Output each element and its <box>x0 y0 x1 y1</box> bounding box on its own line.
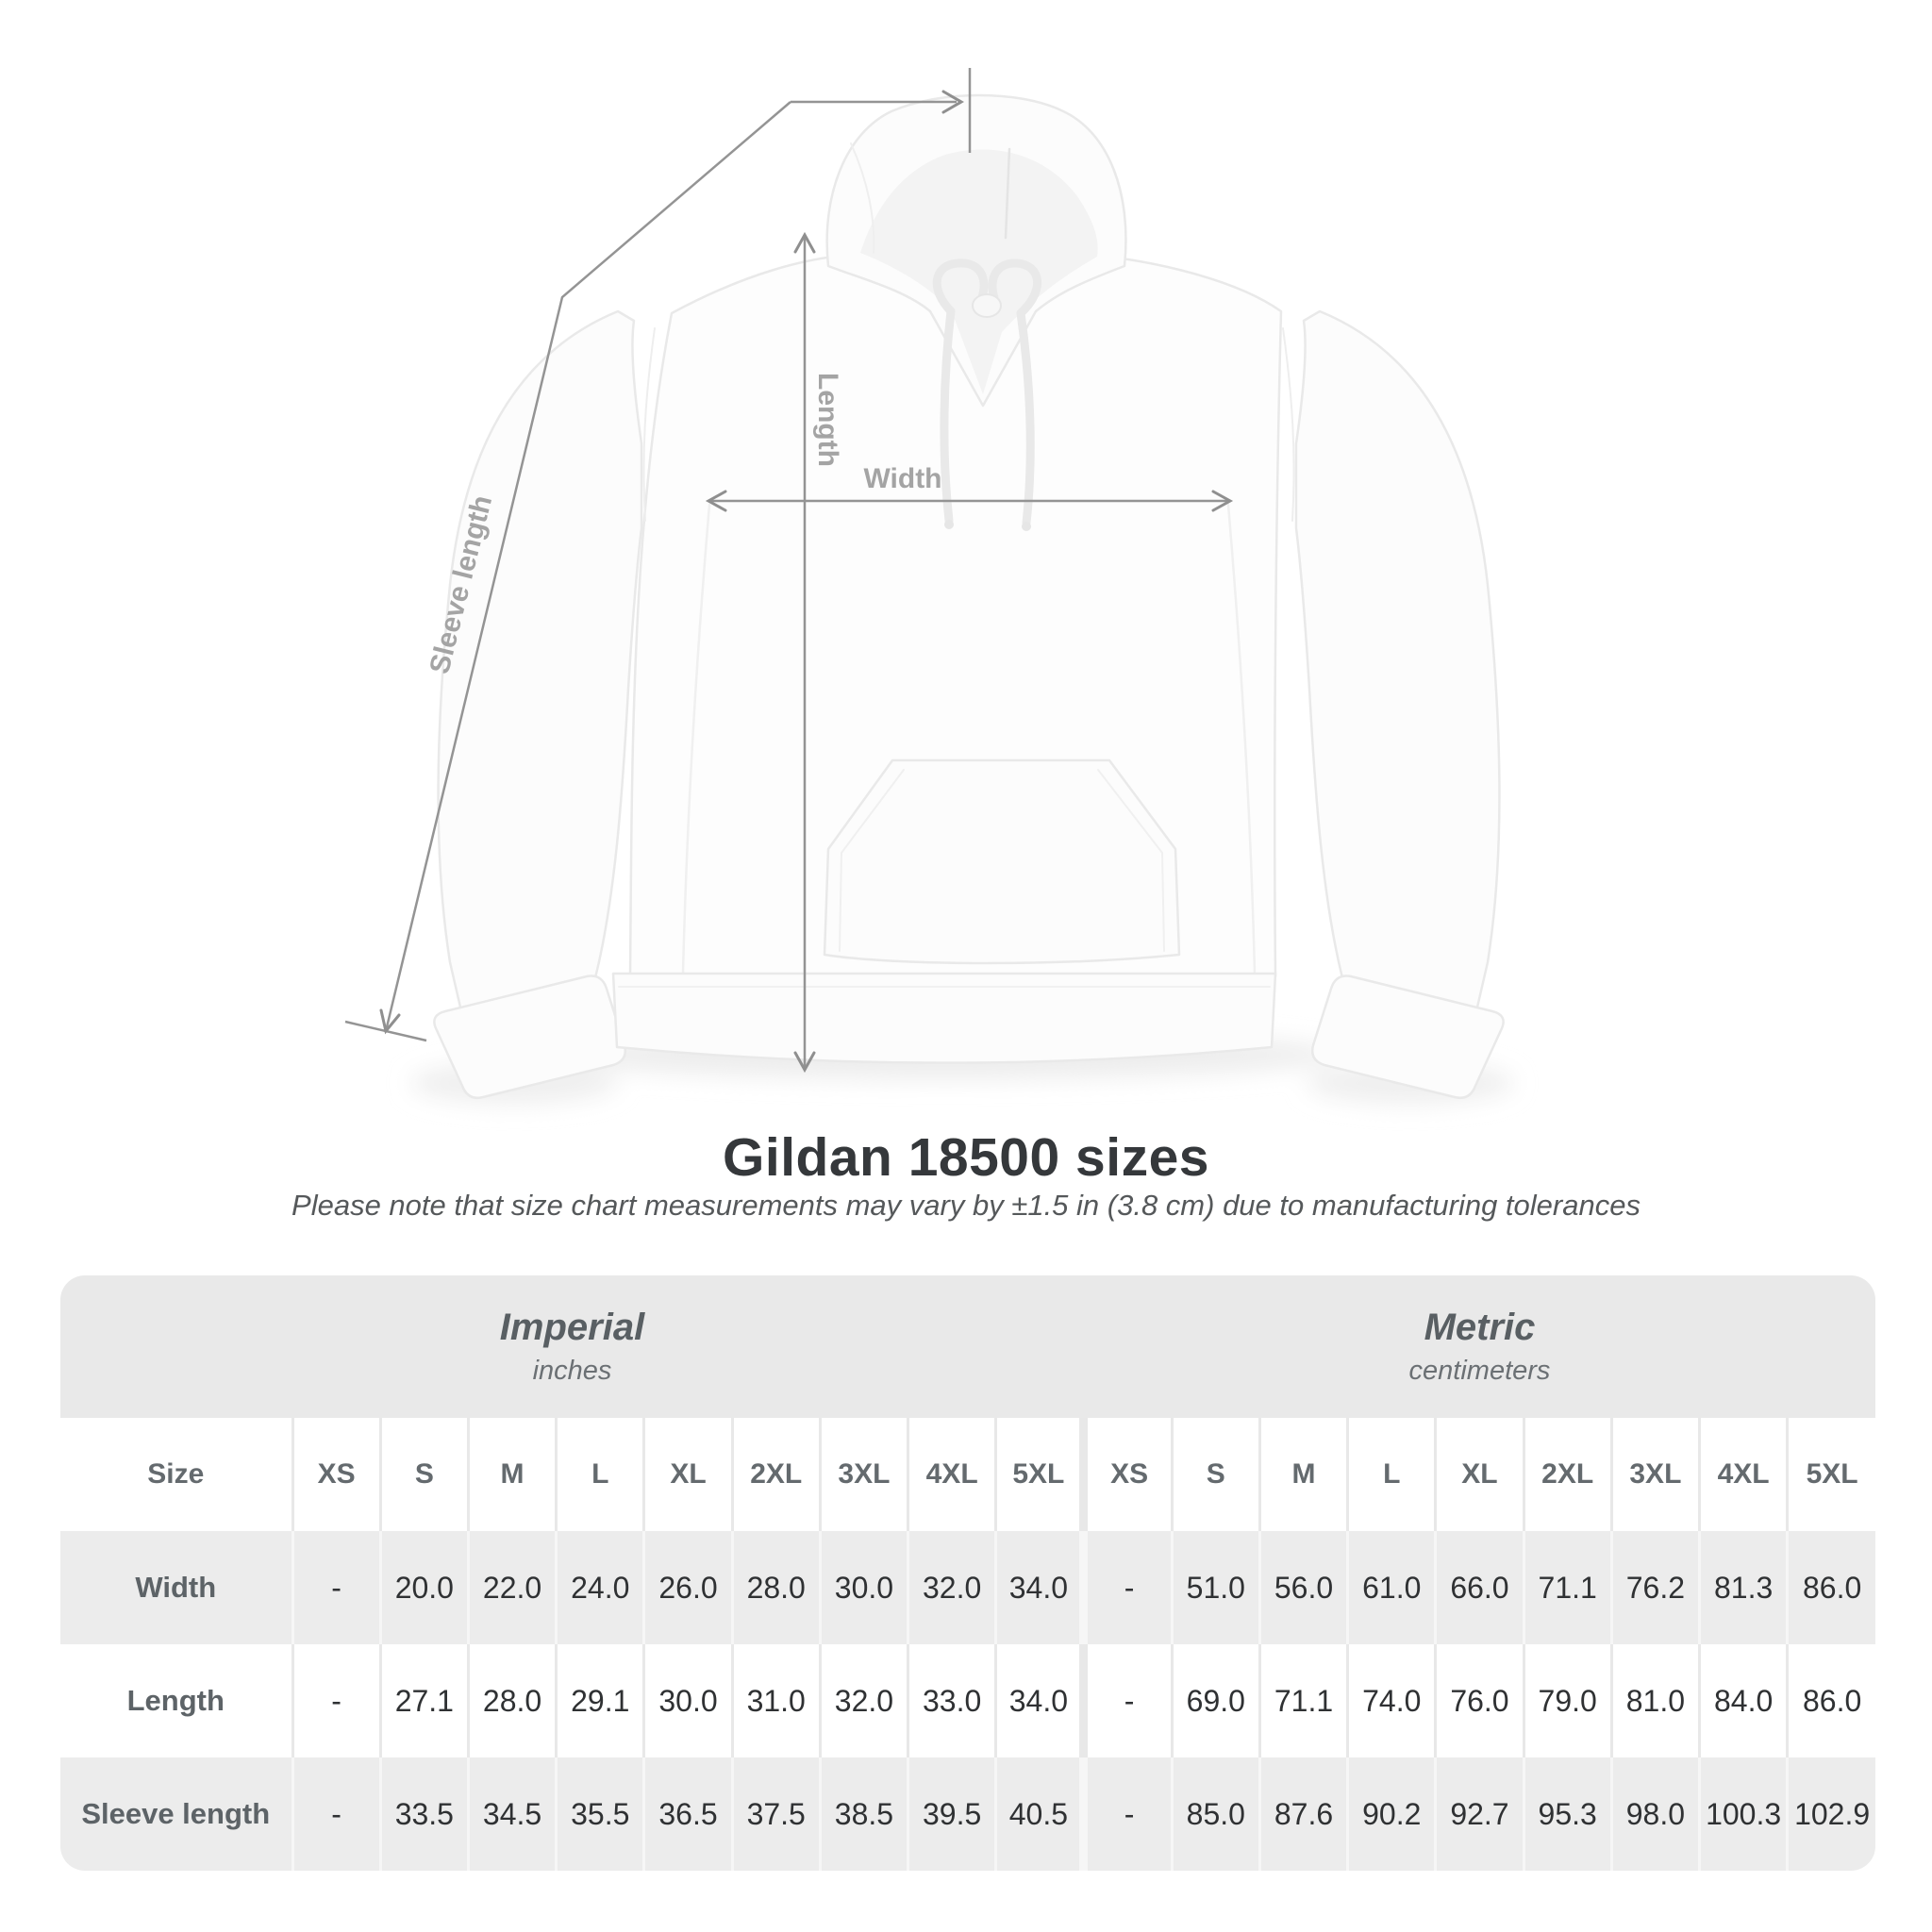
measurement-value: 85.0 <box>1172 1757 1259 1871</box>
measurement-value: 37.5 <box>732 1757 820 1871</box>
measurement-value: 31.0 <box>732 1644 820 1757</box>
size-table-grid <box>60 1275 1875 1871</box>
size-column-header-5xl-metric: 5XL <box>1788 1418 1875 1531</box>
unit-header-row <box>60 1275 1875 1418</box>
measurement-value: 66.0 <box>1436 1531 1524 1644</box>
measurement-value: 76.0 <box>1436 1644 1524 1757</box>
measurement-row-width <box>60 1531 1875 1644</box>
measurement-value: 95.3 <box>1524 1757 1611 1871</box>
measurement-value: 34.0 <box>996 1531 1084 1644</box>
measurement-value: 81.3 <box>1700 1531 1788 1644</box>
measurement-value: 34.0 <box>996 1644 1084 1757</box>
size-column-header-l-metric: L <box>1348 1418 1436 1531</box>
measurement-value: 74.0 <box>1348 1644 1436 1757</box>
measurement-value: - <box>292 1757 380 1871</box>
measurement-value: 27.1 <box>380 1644 468 1757</box>
measurement-value: 102.9 <box>1788 1757 1875 1871</box>
measurement-value: 39.5 <box>908 1757 996 1871</box>
sleeve-dimension-label: Sleeve length <box>424 491 499 677</box>
metric-header-cell <box>1084 1275 1875 1418</box>
size-column-header-xs-imperial: XS <box>292 1418 380 1531</box>
measurement-value: 34.5 <box>468 1757 556 1871</box>
measurement-value: 24.0 <box>557 1531 644 1644</box>
measurement-value: 69.0 <box>1172 1644 1259 1757</box>
measurement-value: - <box>292 1531 380 1644</box>
measurement-value: 98.0 <box>1611 1757 1699 1871</box>
size-column-header-2xl-metric: 2XL <box>1524 1418 1611 1531</box>
measurement-value: - <box>1084 1644 1172 1757</box>
measurement-row-length <box>60 1644 1875 1757</box>
measurement-value: 86.0 <box>1788 1531 1875 1644</box>
measurement-value: 84.0 <box>1700 1644 1788 1757</box>
size-column-header-3xl-metric: 3XL <box>1611 1418 1699 1531</box>
measurement-value: 71.1 <box>1259 1644 1347 1757</box>
size-column-header-3xl-imperial: 3XL <box>820 1418 908 1531</box>
right-armhole-seam <box>1283 328 1294 521</box>
measurement-value: 35.5 <box>557 1757 644 1871</box>
measurement-value: - <box>292 1644 380 1757</box>
row-label: Length <box>126 1684 225 1717</box>
measurement-value: 30.0 <box>820 1531 908 1644</box>
measurement-value: 71.1 <box>1524 1531 1611 1644</box>
size-table <box>60 1275 1875 1871</box>
measurement-value: 92.7 <box>1436 1757 1524 1871</box>
size-column-header-xl-imperial: XL <box>644 1418 732 1531</box>
size-column-header-m-metric: M <box>1259 1418 1347 1531</box>
drawstring-aglet-right <box>1022 522 1031 531</box>
kangaroo-pocket <box>824 760 1179 963</box>
width-dimension-label: Width <box>863 463 942 494</box>
size-column-header-m-imperial: M <box>468 1418 556 1531</box>
drawstring-aglet-left <box>944 520 954 529</box>
metric-label: Metric <box>1424 1307 1536 1348</box>
left-sleeve <box>439 311 641 1024</box>
drawstring-knot <box>973 294 1001 317</box>
measurement-value: 32.0 <box>820 1644 908 1757</box>
measurement-value: 86.0 <box>1788 1644 1875 1757</box>
measurement-value: 22.0 <box>468 1531 556 1644</box>
measurement-value: - <box>1084 1757 1172 1871</box>
measurement-row-sleeve-length <box>60 1757 1875 1871</box>
row-label: Sleeve length <box>81 1797 271 1830</box>
metric-unit-label: centimeters <box>1408 1356 1551 1386</box>
right-sleeve <box>1296 311 1499 1024</box>
measurement-value: 36.5 <box>644 1757 732 1871</box>
size-column-header-xs-metric: XS <box>1084 1418 1172 1531</box>
measurement-value: 100.3 <box>1700 1757 1788 1871</box>
row-label: Width <box>135 1571 217 1604</box>
measurement-value: 87.6 <box>1259 1757 1347 1871</box>
size-column-header-xl-metric: XL <box>1436 1418 1524 1531</box>
measurement-value: 28.0 <box>468 1644 556 1757</box>
measurement-value: 61.0 <box>1348 1531 1436 1644</box>
measurement-value: 32.0 <box>908 1531 996 1644</box>
size-column-header-4xl-imperial: 4XL <box>908 1418 996 1531</box>
size-column-header-s-imperial: S <box>380 1418 468 1531</box>
imperial-header-cell <box>60 1275 1084 1418</box>
measurement-value: 20.0 <box>380 1531 468 1644</box>
measurement-value: 79.0 <box>1524 1644 1611 1757</box>
measurement-value: 33.0 <box>908 1644 996 1757</box>
imperial-label: Imperial <box>499 1307 645 1348</box>
measurement-value: 26.0 <box>644 1531 732 1644</box>
hoodie-illustration <box>434 95 1503 1098</box>
measurement-value: 56.0 <box>1259 1531 1347 1644</box>
tolerance-note: Please note that size chart measurements may vary by ±1.5 in (3.8 cm) due to manufacturing tolerances <box>291 1189 1641 1222</box>
length-dimension-label: Length <box>812 373 843 467</box>
measurement-value: 33.5 <box>380 1757 468 1871</box>
measurement-value: 40.5 <box>996 1757 1084 1871</box>
measurement-value: - <box>1084 1531 1172 1644</box>
page-title: Gildan 18500 sizes <box>723 1127 1209 1188</box>
size-column-header-4xl-metric: 4XL <box>1700 1418 1788 1531</box>
measurement-value: 81.0 <box>1611 1644 1699 1757</box>
measurement-value: 38.5 <box>820 1757 908 1871</box>
size-column-header-5xl-imperial: 5XL <box>996 1418 1084 1531</box>
measurement-value: 28.0 <box>732 1531 820 1644</box>
measurement-value: 51.0 <box>1172 1531 1259 1644</box>
imperial-unit-label: inches <box>532 1356 612 1386</box>
size-header-label: Size <box>147 1458 205 1490</box>
size-column-header-l-imperial: L <box>557 1418 644 1531</box>
size-header-row <box>60 1418 1875 1531</box>
measurement-value: 29.1 <box>557 1644 644 1757</box>
size-column-header-s-metric: S <box>1172 1418 1259 1531</box>
measurement-value: 90.2 <box>1348 1757 1436 1871</box>
measurement-value: 76.2 <box>1611 1531 1699 1644</box>
size-column-header-2xl-imperial: 2XL <box>732 1418 820 1531</box>
measurement-value: 30.0 <box>644 1644 732 1757</box>
